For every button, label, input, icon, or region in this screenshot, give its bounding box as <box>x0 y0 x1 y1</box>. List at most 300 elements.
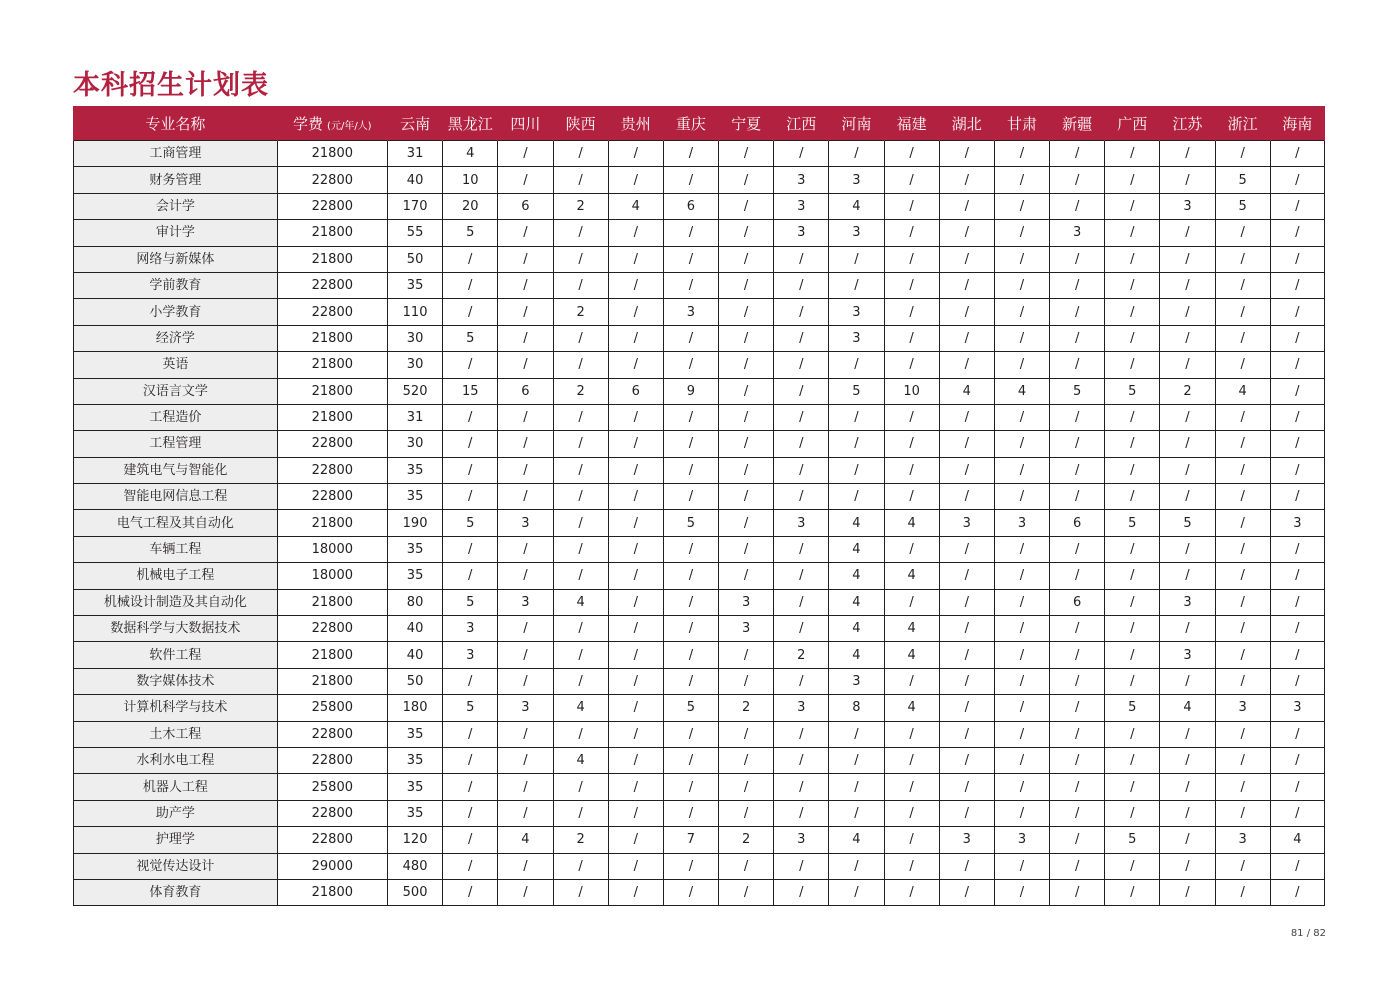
quota-cell: / <box>1050 774 1105 800</box>
quota-cell: / <box>1160 325 1215 351</box>
quota-cell: / <box>498 272 553 298</box>
major-name-cell: 机械设计制造及其自动化 <box>74 589 278 615</box>
tuition-fee-cell: 21800 <box>277 510 387 536</box>
major-name-cell: 经济学 <box>74 325 278 351</box>
quota-cell: / <box>1050 879 1105 905</box>
quota-cell: / <box>608 167 663 193</box>
quota-cell: / <box>498 642 553 668</box>
major-name-cell: 英语 <box>74 352 278 378</box>
quota-cell: 40 <box>387 642 442 668</box>
quota-cell: 4 <box>884 695 939 721</box>
quota-cell: / <box>884 668 939 694</box>
quota-cell: / <box>1215 272 1270 298</box>
quota-cell: 6 <box>498 193 553 219</box>
quota-cell: / <box>1105 431 1160 457</box>
quota-cell: / <box>1105 879 1160 905</box>
quota-cell: / <box>1050 246 1105 272</box>
quota-cell: 4 <box>884 642 939 668</box>
quota-cell: / <box>553 668 608 694</box>
quota-cell: / <box>553 167 608 193</box>
quota-cell: / <box>939 616 994 642</box>
quota-cell: / <box>994 668 1049 694</box>
quota-cell: / <box>608 774 663 800</box>
quota-cell: / <box>1215 536 1270 562</box>
quota-cell: 35 <box>387 721 442 747</box>
quota-cell: / <box>1105 747 1160 773</box>
quota-cell: / <box>994 747 1049 773</box>
quota-cell: / <box>608 272 663 298</box>
quota-cell: / <box>829 457 884 483</box>
quota-cell: / <box>498 563 553 589</box>
quota-cell: 5 <box>443 695 498 721</box>
quota-cell: 5 <box>1215 167 1270 193</box>
quota-cell: / <box>1160 853 1215 879</box>
quota-cell: 3 <box>774 167 829 193</box>
major-name-cell: 车辆工程 <box>74 536 278 562</box>
quota-cell: / <box>498 879 553 905</box>
quota-cell: 5 <box>663 695 718 721</box>
quota-cell: / <box>1160 299 1215 325</box>
quota-cell: 3 <box>774 695 829 721</box>
quota-cell: / <box>1215 431 1270 457</box>
quota-cell: / <box>1105 246 1160 272</box>
quota-cell: 3 <box>719 616 774 642</box>
quota-cell: 6 <box>1050 510 1105 536</box>
quota-cell: / <box>829 404 884 430</box>
quota-cell: / <box>774 404 829 430</box>
major-name-cell: 计算机科学与技术 <box>74 695 278 721</box>
quota-cell: / <box>774 484 829 510</box>
quota-cell: 35 <box>387 563 442 589</box>
quota-cell: / <box>553 879 608 905</box>
quota-cell: / <box>663 800 718 826</box>
quota-cell: / <box>608 299 663 325</box>
quota-cell: / <box>939 853 994 879</box>
quota-cell: / <box>553 431 608 457</box>
quota-cell: / <box>608 721 663 747</box>
quota-cell: / <box>939 879 994 905</box>
quota-cell: / <box>884 325 939 351</box>
quota-cell: / <box>553 325 608 351</box>
quota-cell: / <box>719 141 774 167</box>
quota-cell: / <box>1050 352 1105 378</box>
quota-cell: 3 <box>994 827 1049 853</box>
quota-cell: / <box>1105 721 1160 747</box>
quota-cell: 3 <box>719 589 774 615</box>
quota-cell: 5 <box>1105 827 1160 853</box>
quota-cell: / <box>1050 167 1105 193</box>
quota-cell: / <box>774 352 829 378</box>
quota-cell: / <box>884 589 939 615</box>
quota-cell: 35 <box>387 800 442 826</box>
tuition-fee-cell: 21800 <box>277 141 387 167</box>
quota-cell: / <box>443 246 498 272</box>
quota-cell: 80 <box>387 589 442 615</box>
table-row <box>74 246 1325 272</box>
quota-cell: / <box>498 325 553 351</box>
quota-cell: / <box>1160 167 1215 193</box>
quota-cell: / <box>443 853 498 879</box>
quota-cell: / <box>774 589 829 615</box>
quota-cell: 2 <box>553 827 608 853</box>
tuition-fee-cell: 21800 <box>277 220 387 246</box>
header-province: 重庆 <box>663 106 718 141</box>
quota-cell: / <box>498 457 553 483</box>
quota-cell: 6 <box>663 193 718 219</box>
quota-cell: / <box>939 220 994 246</box>
quota-cell: 4 <box>829 616 884 642</box>
quota-cell: / <box>553 352 608 378</box>
quota-cell: / <box>553 484 608 510</box>
quota-cell: / <box>1050 563 1105 589</box>
quota-cell: / <box>994 536 1049 562</box>
quota-cell: 7 <box>663 827 718 853</box>
quota-cell: / <box>498 616 553 642</box>
quota-cell: / <box>1105 325 1160 351</box>
quota-cell: / <box>1050 642 1105 668</box>
quota-cell: / <box>829 272 884 298</box>
quota-cell: / <box>1270 404 1324 430</box>
quota-cell: / <box>1270 352 1324 378</box>
tuition-fee-cell: 21800 <box>277 668 387 694</box>
quota-cell: / <box>719 563 774 589</box>
quota-cell: 5 <box>443 220 498 246</box>
quota-cell: / <box>994 141 1049 167</box>
quota-cell: / <box>884 431 939 457</box>
table-row <box>74 457 1325 483</box>
quota-cell: / <box>884 220 939 246</box>
quota-cell: / <box>884 853 939 879</box>
quota-cell: / <box>1160 879 1215 905</box>
quota-cell: / <box>663 563 718 589</box>
tuition-fee-cell: 21800 <box>277 589 387 615</box>
quota-cell: / <box>1215 563 1270 589</box>
table-row <box>74 220 1325 246</box>
quota-cell: / <box>498 668 553 694</box>
quota-cell: / <box>608 668 663 694</box>
quota-cell: / <box>663 589 718 615</box>
quota-cell: / <box>994 800 1049 826</box>
quota-cell: / <box>1160 774 1215 800</box>
quota-cell: / <box>553 141 608 167</box>
quota-cell: / <box>1160 141 1215 167</box>
quota-cell: 3 <box>994 510 1049 536</box>
table-row <box>74 299 1325 325</box>
quota-cell: / <box>884 879 939 905</box>
quota-cell: / <box>498 299 553 325</box>
quota-cell: / <box>719 404 774 430</box>
quota-cell: 31 <box>387 141 442 167</box>
quota-cell: / <box>994 695 1049 721</box>
quota-cell: / <box>1215 484 1270 510</box>
quota-cell: / <box>774 246 829 272</box>
quota-cell: / <box>1215 853 1270 879</box>
header-province: 福建 <box>884 106 939 141</box>
quota-cell: / <box>939 484 994 510</box>
quota-cell: / <box>1050 404 1105 430</box>
quota-cell: / <box>1050 299 1105 325</box>
quota-cell: / <box>774 853 829 879</box>
quota-cell: / <box>1215 299 1270 325</box>
header-fee-unit: (元/年/人) <box>327 120 372 132</box>
quota-cell: / <box>1160 404 1215 430</box>
quota-cell: 4 <box>829 827 884 853</box>
quota-cell: / <box>994 246 1049 272</box>
quota-cell: 6 <box>498 378 553 404</box>
quota-cell: 3 <box>939 827 994 853</box>
quota-cell: / <box>829 484 884 510</box>
quota-cell: / <box>884 352 939 378</box>
quota-cell: / <box>939 642 994 668</box>
quota-cell: / <box>608 325 663 351</box>
quota-cell: 2 <box>719 695 774 721</box>
quota-cell: / <box>719 642 774 668</box>
quota-cell: / <box>1270 879 1324 905</box>
quota-cell: / <box>663 721 718 747</box>
header-major: 专业名称 <box>74 106 278 141</box>
quota-cell: / <box>829 879 884 905</box>
header-province: 四川 <box>498 106 553 141</box>
quota-cell: / <box>553 800 608 826</box>
quota-cell: / <box>553 510 608 536</box>
quota-cell: / <box>608 352 663 378</box>
quota-cell: 4 <box>884 616 939 642</box>
quota-cell: / <box>1050 325 1105 351</box>
quota-cell: / <box>553 774 608 800</box>
quota-cell: 4 <box>498 827 553 853</box>
quota-cell: / <box>663 141 718 167</box>
quota-cell: / <box>1270 853 1324 879</box>
header-province: 湖北 <box>939 106 994 141</box>
quota-cell: / <box>1050 800 1105 826</box>
quota-cell: / <box>608 642 663 668</box>
quota-cell: 3 <box>829 167 884 193</box>
quota-cell: 50 <box>387 668 442 694</box>
quota-cell: / <box>719 536 774 562</box>
quota-cell: / <box>994 220 1049 246</box>
quota-cell: / <box>443 484 498 510</box>
table-row <box>74 721 1325 747</box>
quota-cell: / <box>994 616 1049 642</box>
header-province: 浙江 <box>1215 106 1270 141</box>
quota-cell: / <box>884 141 939 167</box>
quota-cell: 50 <box>387 246 442 272</box>
major-name-cell: 工商管理 <box>74 141 278 167</box>
quota-cell: / <box>1160 272 1215 298</box>
major-name-cell: 建筑电气与智能化 <box>74 457 278 483</box>
table-row <box>74 879 1325 905</box>
page-title: 本科招生计划表 <box>73 70 269 101</box>
quota-cell: 3 <box>1270 695 1324 721</box>
quota-cell: / <box>994 721 1049 747</box>
table-row <box>74 272 1325 298</box>
quota-cell: / <box>884 299 939 325</box>
quota-cell: / <box>1050 193 1105 219</box>
major-name-cell: 数据科学与大数据技术 <box>74 616 278 642</box>
quota-cell: / <box>1160 747 1215 773</box>
quota-cell: / <box>498 853 553 879</box>
quota-cell: / <box>1215 246 1270 272</box>
quota-cell: / <box>829 141 884 167</box>
quota-cell: 3 <box>774 193 829 219</box>
quota-cell: / <box>608 589 663 615</box>
quota-cell: / <box>498 141 553 167</box>
tuition-fee-cell: 22800 <box>277 800 387 826</box>
quota-cell: / <box>719 484 774 510</box>
quota-cell: / <box>829 774 884 800</box>
quota-cell: / <box>1270 193 1324 219</box>
tuition-fee-cell: 21800 <box>277 246 387 272</box>
quota-cell: 3 <box>1160 642 1215 668</box>
major-name-cell: 体育教育 <box>74 879 278 905</box>
quota-cell: / <box>884 272 939 298</box>
quota-cell: / <box>1050 853 1105 879</box>
quota-cell: / <box>1270 378 1324 404</box>
quota-cell: / <box>939 774 994 800</box>
header-fee-label: 学费 <box>293 114 324 133</box>
quota-cell: / <box>939 272 994 298</box>
quota-cell: / <box>994 325 1049 351</box>
quota-cell: / <box>608 563 663 589</box>
quota-cell: / <box>1270 616 1324 642</box>
table-row <box>74 747 1325 773</box>
quota-cell: / <box>1050 141 1105 167</box>
tuition-fee-cell: 21800 <box>277 879 387 905</box>
quota-cell: 180 <box>387 695 442 721</box>
table-row <box>74 510 1325 536</box>
quota-cell: / <box>608 404 663 430</box>
quota-cell: / <box>663 642 718 668</box>
quota-cell: / <box>443 747 498 773</box>
quota-cell: / <box>443 774 498 800</box>
quota-cell: / <box>1270 299 1324 325</box>
major-name-cell: 电气工程及其自动化 <box>74 510 278 536</box>
quota-cell: 5 <box>1215 193 1270 219</box>
quota-cell: / <box>1105 272 1160 298</box>
quota-cell: / <box>994 457 1049 483</box>
quota-cell: / <box>608 827 663 853</box>
quota-cell: / <box>774 378 829 404</box>
quota-cell: 3 <box>829 220 884 246</box>
quota-cell: / <box>1105 220 1160 246</box>
quota-cell: / <box>1270 589 1324 615</box>
tuition-fee-cell: 18000 <box>277 563 387 589</box>
quota-cell: / <box>1270 721 1324 747</box>
quota-cell: / <box>884 457 939 483</box>
quota-cell: 4 <box>829 589 884 615</box>
tuition-fee-cell: 22800 <box>277 721 387 747</box>
quota-cell: / <box>498 536 553 562</box>
quota-cell: / <box>1105 563 1160 589</box>
quota-cell: / <box>884 800 939 826</box>
quota-cell: / <box>1160 246 1215 272</box>
quota-cell: / <box>1105 167 1160 193</box>
quota-cell: / <box>1105 299 1160 325</box>
quota-cell: / <box>1215 457 1270 483</box>
quota-cell: 35 <box>387 747 442 773</box>
quota-cell: / <box>939 352 994 378</box>
major-name-cell: 工程造价 <box>74 404 278 430</box>
quota-cell: 3 <box>774 510 829 536</box>
quota-cell: / <box>939 589 994 615</box>
header-province: 云南 <box>387 106 442 141</box>
quota-cell: / <box>939 167 994 193</box>
header-province: 河南 <box>829 106 884 141</box>
quota-cell: 4 <box>553 695 608 721</box>
quota-cell: / <box>939 193 994 219</box>
quota-cell: / <box>719 774 774 800</box>
quota-cell: 170 <box>387 193 442 219</box>
quota-cell: / <box>663 853 718 879</box>
quota-cell: 4 <box>553 747 608 773</box>
quota-cell: / <box>719 246 774 272</box>
quota-cell: / <box>1160 668 1215 694</box>
quota-cell: / <box>663 220 718 246</box>
quota-cell: 4 <box>1270 827 1324 853</box>
quota-cell: / <box>884 721 939 747</box>
quota-cell: / <box>939 299 994 325</box>
table-row <box>74 642 1325 668</box>
quota-cell: / <box>884 774 939 800</box>
quota-cell: 4 <box>994 378 1049 404</box>
table-row <box>74 774 1325 800</box>
quota-cell: / <box>939 695 994 721</box>
quota-cell: 31 <box>387 404 442 430</box>
quota-cell: / <box>939 668 994 694</box>
table-row <box>74 484 1325 510</box>
quota-cell: 520 <box>387 378 442 404</box>
quota-cell: / <box>1270 484 1324 510</box>
quota-cell: / <box>553 563 608 589</box>
quota-cell: 2 <box>553 193 608 219</box>
quota-cell: / <box>553 404 608 430</box>
tuition-fee-cell: 21800 <box>277 404 387 430</box>
quota-cell: / <box>663 879 718 905</box>
quota-cell: 40 <box>387 616 442 642</box>
tuition-fee-cell: 22800 <box>277 431 387 457</box>
quota-cell: 5 <box>1105 695 1160 721</box>
quota-cell: 5 <box>443 589 498 615</box>
quota-cell: / <box>608 536 663 562</box>
quota-cell: / <box>719 747 774 773</box>
quota-cell: / <box>884 484 939 510</box>
quota-cell: / <box>443 721 498 747</box>
quota-cell: 4 <box>884 563 939 589</box>
quota-cell: / <box>443 404 498 430</box>
quota-cell: / <box>719 299 774 325</box>
table-row <box>74 668 1325 694</box>
table-header-row <box>74 106 1325 141</box>
quota-cell: / <box>719 853 774 879</box>
header-province: 江西 <box>774 106 829 141</box>
quota-cell: / <box>1105 141 1160 167</box>
quota-cell: 5 <box>1160 510 1215 536</box>
quota-cell: / <box>498 431 553 457</box>
quota-cell: / <box>498 404 553 430</box>
quota-cell: / <box>939 431 994 457</box>
quota-cell: / <box>939 747 994 773</box>
quota-cell: 30 <box>387 325 442 351</box>
quota-cell: / <box>443 563 498 589</box>
quota-cell: / <box>1215 589 1270 615</box>
quota-cell: / <box>1050 721 1105 747</box>
quota-cell: / <box>1050 668 1105 694</box>
tuition-fee-cell: 21800 <box>277 642 387 668</box>
quota-cell: / <box>884 246 939 272</box>
tuition-fee-cell: 22800 <box>277 299 387 325</box>
quota-cell: / <box>829 431 884 457</box>
quota-cell: 35 <box>387 457 442 483</box>
